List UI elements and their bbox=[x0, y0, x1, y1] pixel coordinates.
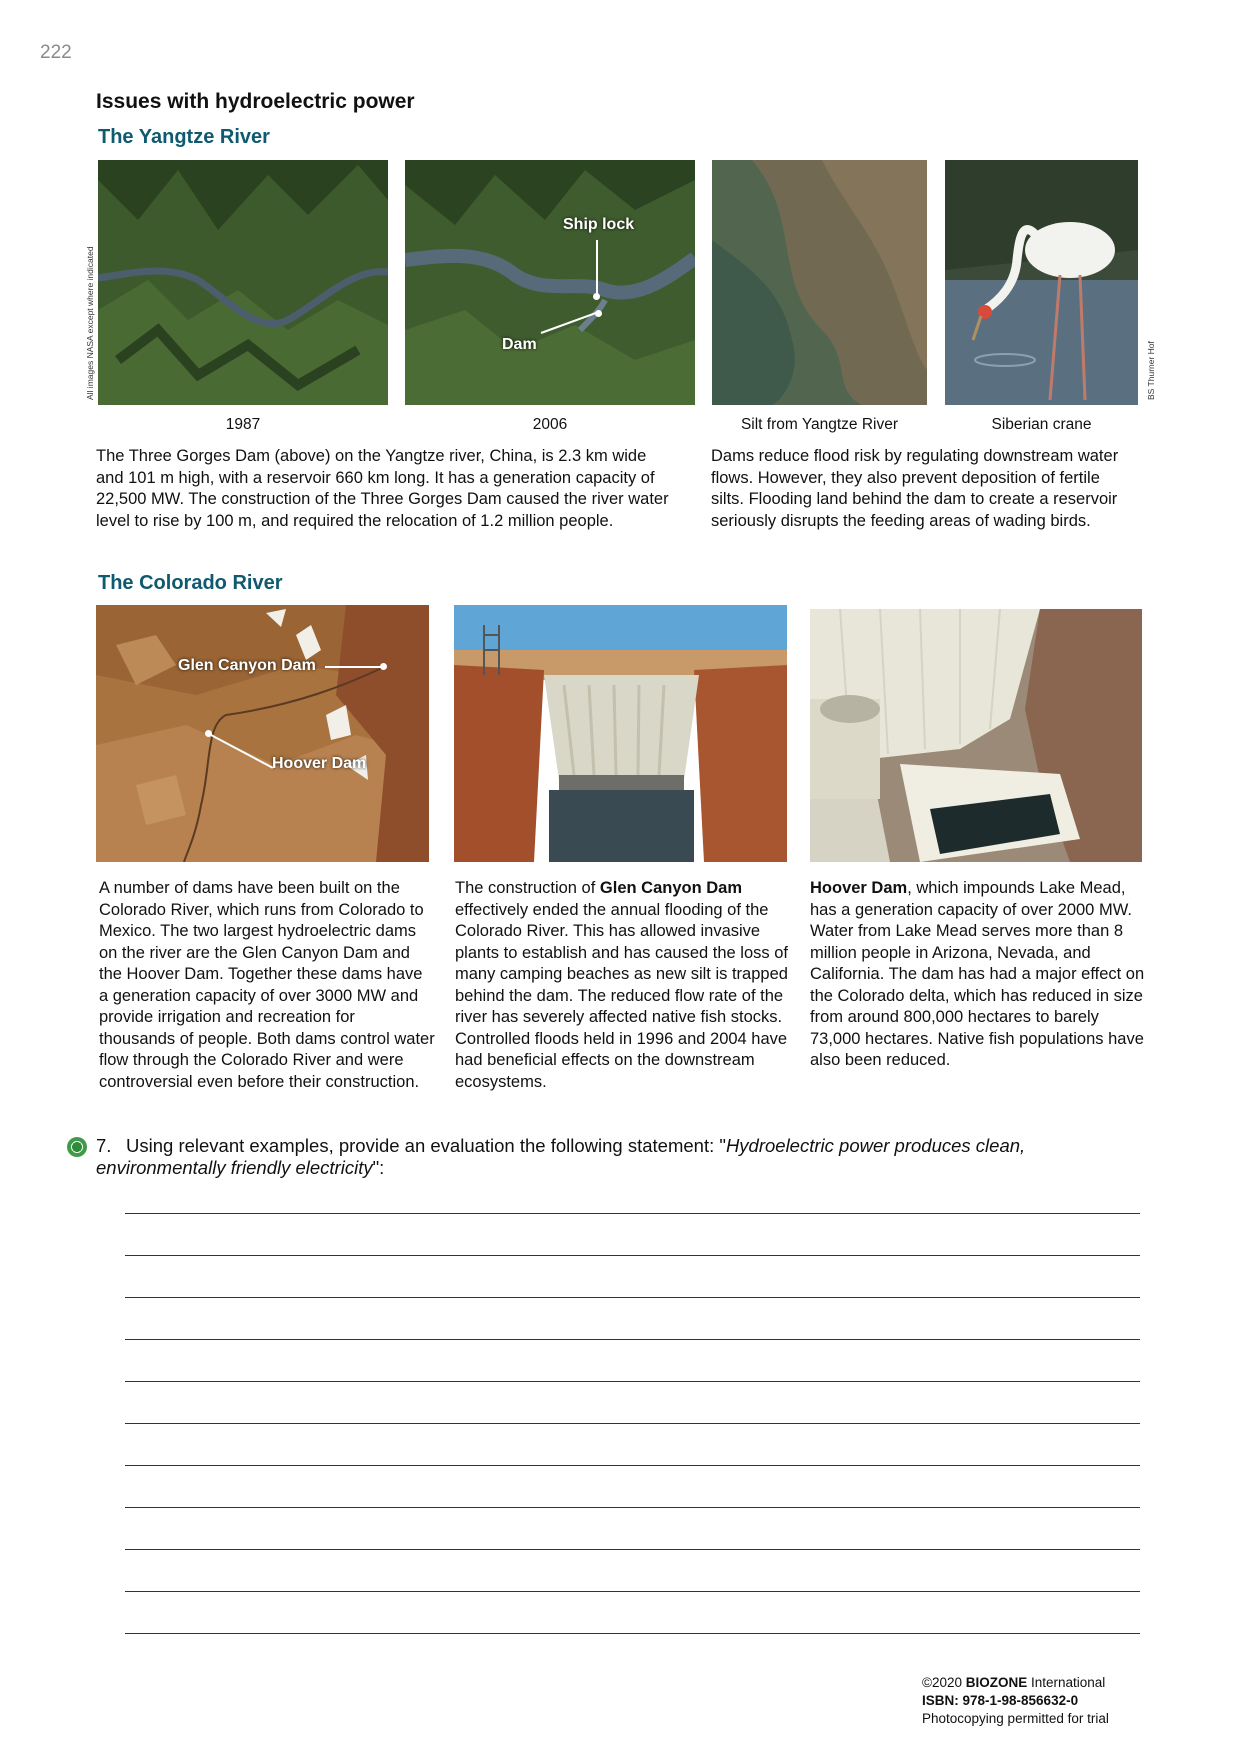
glen-text-post: effectively ended the annual flooding of the Colorado River. This has allowed invasive plants to establish and has caused the loss of many camping beaches as new silt is trapped behind the dam. The reduced flow rate of the river has severely affected native fish stocks. Controlled floods held in 1996 and 2004 have had beneficial effects on the downstream ecosystems. bbox=[455, 900, 788, 1091]
copyright-line bbox=[922, 1674, 1109, 1692]
answer-line[interactable] bbox=[125, 1633, 1140, 1634]
colorado-title: The Colorado River bbox=[98, 572, 283, 594]
yangtze-silt-image bbox=[712, 160, 927, 405]
ship-lock-marker bbox=[593, 293, 600, 300]
question-number: 7. bbox=[96, 1135, 112, 1156]
answer-line[interactable] bbox=[125, 1255, 1140, 1256]
copyright-pre: ©2020 bbox=[922, 1675, 966, 1690]
yangtze-paragraph-left: The Three Gorges Dam (above) on the Yangtze river, China, is 2.3 km wide and 101 m high, with a reservoir 660 km long. It has a generation capacity of 22,500 MW. The construction of the Three Gorges Dam caused the river water level to rise by 100 m, and required the relocation of 1.2 million people. bbox=[96, 447, 669, 530]
yangtze-2006-satellite-image bbox=[405, 160, 695, 405]
question-marker-icon bbox=[67, 1137, 87, 1157]
page-number: 222 bbox=[40, 42, 72, 63]
label-hoover-dam: Hoover Dam bbox=[272, 755, 367, 772]
colorado-paragraph-2 bbox=[455, 878, 793, 1093]
question-statement: Hydroelectric power produces clean, environmentally friendly electricity bbox=[96, 1135, 1026, 1178]
image-credit-nasa: All images NASA except where indicated bbox=[85, 246, 95, 400]
copyright-post: International bbox=[1027, 1675, 1106, 1690]
caption-silt: Silt from Yangtze River bbox=[740, 416, 899, 433]
section-title: Issues with hydroelectric power bbox=[96, 90, 415, 113]
question-text-post: ": bbox=[372, 1157, 385, 1178]
footer bbox=[922, 1674, 1109, 1728]
answer-line[interactable] bbox=[125, 1507, 1140, 1508]
colorado-paragraph-1: A number of dams have been built on the Colorado River, which runs from Colorado to Mexico. The two largest hydroelectric dams on the river are the Glen Canyon Dam and the Hoover Dam. Together these dams have a generation capacity of over 3000 MW and provide irrigation and recreation for thousands of people. Both dams control water flow through the Colorado River and were controversial even before their construction. bbox=[99, 879, 435, 1091]
image-credit-crane: BS Thurner Hof bbox=[1146, 341, 1156, 400]
glen-canyon-pointer bbox=[325, 666, 383, 668]
hoover-marker bbox=[205, 730, 212, 737]
answer-line[interactable] bbox=[125, 1381, 1140, 1382]
question-7 bbox=[96, 1135, 1096, 1179]
glen-canyon-dam-photo bbox=[454, 605, 787, 862]
ship-lock-pointer bbox=[596, 240, 598, 295]
answer-line[interactable] bbox=[125, 1297, 1140, 1298]
answer-line[interactable] bbox=[125, 1465, 1140, 1466]
glen-text-pre: The construction of bbox=[455, 879, 600, 897]
yangtze-1987-satellite-image bbox=[98, 160, 388, 405]
caption-1987: 1987 bbox=[225, 416, 261, 433]
dam-marker bbox=[595, 310, 602, 317]
answer-line[interactable] bbox=[125, 1423, 1140, 1424]
glen-text-bold: Glen Canyon Dam bbox=[599, 879, 743, 897]
label-ship-lock: Ship lock bbox=[563, 216, 635, 233]
copyright-brand: BIOZONE bbox=[965, 1675, 1028, 1690]
caption-crane: Siberian crane bbox=[991, 416, 1092, 433]
photocopy-note: Photocopying permitted for trial bbox=[922, 1711, 1109, 1726]
glen-canyon-marker bbox=[380, 663, 387, 670]
colorado-paragraph-3 bbox=[810, 878, 1145, 1072]
label-glen-canyon-dam: Glen Canyon Dam bbox=[178, 657, 316, 674]
answer-line[interactable] bbox=[125, 1549, 1140, 1550]
answer-line[interactable] bbox=[125, 1591, 1140, 1592]
answer-line[interactable] bbox=[125, 1339, 1140, 1340]
siberian-crane-image bbox=[945, 160, 1138, 405]
hoover-dam-photo bbox=[810, 609, 1142, 862]
isbn: ISBN: 978-1-98-856632-0 bbox=[922, 1693, 1079, 1708]
label-dam: Dam bbox=[502, 336, 537, 353]
question-text-pre: Using relevant examples, provide an evaluation the following statement: " bbox=[126, 1135, 726, 1156]
hoover-text-bold: Hoover Dam bbox=[810, 879, 908, 897]
caption-2006: 2006 bbox=[532, 416, 568, 433]
yangtze-title: The Yangtze River bbox=[98, 126, 270, 148]
yangtze-paragraph-right: Dams reduce flood risk by regulating downstream water flows. However, they also prevent deposition of fertile silts. Flooding land behind the dam to create a reservoir seriously disrupts the feeding areas of wading birds. bbox=[711, 447, 1119, 530]
colorado-satellite-map bbox=[96, 605, 429, 862]
answer-line[interactable] bbox=[125, 1213, 1140, 1214]
hoover-text-post: , which impounds Lake Mead, has a generation capacity of over 2000 MW. Water from Lake Mead serves more than 8 million people in Arizona, Nevada, and California. The dam has had a major effect on the Colorado delta, which has reduced in size from around 800,000 hectares to barely 73,000 hectares. Native fish populations have also been reduced. bbox=[810, 879, 1145, 1069]
